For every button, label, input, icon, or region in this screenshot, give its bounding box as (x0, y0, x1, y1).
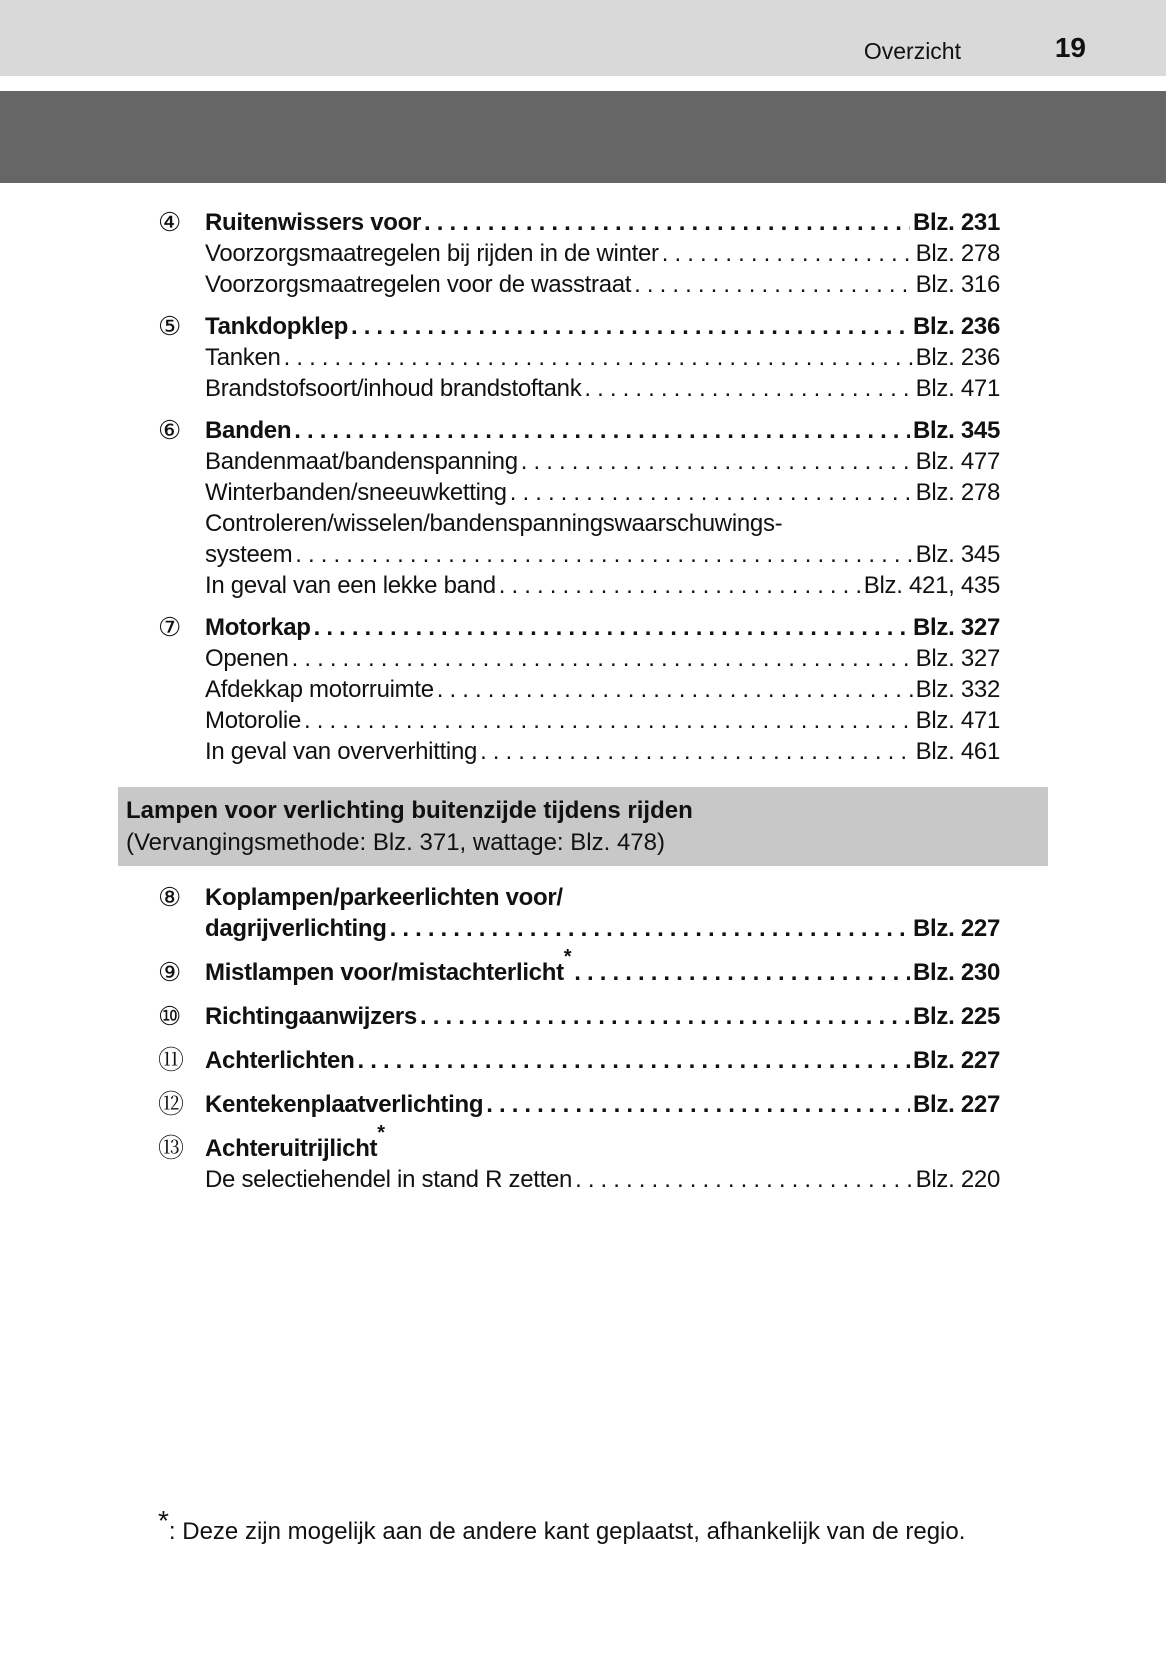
index-entry (158, 342, 1000, 373)
dot-leader (390, 913, 910, 944)
entry-group (158, 415, 1000, 601)
entry-label: Voorzorgsmaatregelen bij rijden in de winter (205, 240, 659, 267)
dot-leader (420, 1001, 910, 1032)
page-reference: Blz. 227 (913, 915, 1000, 942)
index-entry (158, 913, 1000, 944)
index-entry (158, 1164, 1000, 1195)
footnote-text: : Deze zijn mogelijk aan de andere kant geplaatst, afhankelijk van de regio. (168, 1518, 966, 1545)
callout-number: ⑨ (158, 957, 182, 987)
index-entry (158, 311, 1000, 342)
entry-label: Richtingaanwijzers (205, 1003, 417, 1030)
dot-leader (480, 736, 913, 767)
title-band (0, 91, 1166, 183)
dot-leader (499, 570, 861, 601)
page-reference: Blz. 461 (915, 738, 1000, 765)
entry-label: Bandenmaat/bandenspanning (205, 448, 518, 475)
entry-group (158, 207, 1000, 300)
dot-leader (304, 705, 913, 736)
page-reference: Blz. 227 (913, 1047, 1000, 1074)
footnote (158, 1505, 966, 1546)
index-entry (158, 477, 1000, 508)
entry-label: Mistlampen voor/mistachterlicht (205, 959, 564, 986)
page-reference: Blz. 327 (913, 614, 1000, 641)
dot-leader (295, 539, 912, 570)
entry-label: systeem (205, 541, 293, 568)
entry-label: Kentekenplaatverlichting (205, 1091, 484, 1118)
page-reference: Blz. 477 (915, 448, 1000, 475)
component-list (158, 207, 1000, 778)
dot-leader (351, 311, 910, 342)
dot-leader (314, 612, 910, 643)
dot-leader (486, 1089, 910, 1120)
entry-group (158, 946, 1000, 988)
section-title: Overzicht (863, 38, 961, 64)
index-entry (158, 238, 1000, 269)
index-entry (158, 446, 1000, 477)
lamps-section-box (118, 787, 1048, 866)
page-reference: Blz. 278 (915, 479, 1000, 506)
entry-label: Motorkap (205, 614, 311, 641)
dot-leader (662, 238, 913, 269)
entry-group (158, 612, 1000, 767)
lamps-section-subtitle: (Vervangingsmethode: Blz. 371, wattage: Blz. 478) (126, 829, 665, 856)
callout-number: ⑪ (158, 1045, 184, 1075)
dot-leader (284, 342, 913, 373)
page-number: 19 (1054, 32, 1086, 63)
entry-label: In geval van oververhitting (205, 738, 478, 765)
page-reference: Blz. 236 (915, 344, 1000, 371)
entry-label: Banden (205, 417, 292, 444)
page-reference: Blz. 327 (915, 645, 1000, 672)
page-reference: Blz. 471 (915, 375, 1000, 402)
index-entry (158, 269, 1000, 300)
entry-label: Voorzorgsmaatregelen voor de wasstraat (205, 271, 632, 298)
entry-label: Achteruitrijlicht (205, 1135, 378, 1162)
index-entry (158, 539, 1000, 570)
index-entry (158, 415, 1000, 446)
entry-group (158, 882, 1000, 944)
entry-label: Tanken (205, 344, 281, 371)
callout-number: ⑦ (158, 612, 182, 642)
entry-group (158, 1089, 1000, 1120)
lamps-list (158, 882, 1000, 1208)
index-entry (158, 570, 1000, 601)
dot-leader (574, 957, 910, 988)
entry-label: dagrijverlichting (205, 915, 387, 942)
dot-leader (294, 415, 910, 446)
callout-number: ④ (158, 207, 182, 237)
entry-group (158, 311, 1000, 404)
callout-number: ⑥ (158, 415, 182, 445)
dot-leader (521, 446, 913, 477)
entry-label: Koplampen/parkeerlichten voor/ (205, 884, 563, 911)
lamps-section-title: Lampen voor verlichting buitenzijde tijdens rijden (126, 797, 693, 824)
index-entry (158, 612, 1000, 643)
index-entry (158, 1001, 1000, 1032)
page-reference: Blz. 345 (915, 541, 1000, 568)
page-reference: Blz. 345 (913, 417, 1000, 444)
page-reference: Blz. 231 (913, 209, 1000, 236)
entry-label: Ruitenwissers voor (205, 209, 422, 236)
callout-number: ⑤ (158, 311, 182, 341)
entry-label: De selectiehendel in stand R zetten (205, 1166, 573, 1193)
index-entry (158, 946, 1000, 988)
dot-leader (510, 477, 913, 508)
index-entry (158, 1089, 1000, 1120)
header-band (0, 0, 1166, 76)
page-reference: Blz. 220 (915, 1166, 1000, 1193)
index-entry (158, 1122, 1000, 1164)
index-entry (158, 207, 1000, 238)
page-reference: Blz. 227 (913, 1091, 1000, 1118)
index-entry (158, 643, 1000, 674)
page-reference: Blz. 278 (915, 240, 1000, 267)
dot-leader (584, 373, 912, 404)
callout-number: ⑫ (158, 1089, 184, 1119)
page-reference: Blz. 230 (913, 959, 1000, 986)
entry-label: Afdekkap motorruimte (205, 676, 434, 703)
index-entry (158, 882, 1000, 913)
entry-label: Controleren/wisselen/bandenspanningswaarschuwings- (205, 510, 783, 537)
entry-label: Achterlichten (205, 1047, 355, 1074)
asterisk: * (377, 1122, 385, 1144)
entry-group (158, 1001, 1000, 1032)
footnote-star: * (158, 1505, 169, 1536)
page-reference: Blz. 421, 435 (863, 572, 1000, 599)
dot-leader (292, 643, 913, 674)
callout-number: ⑧ (158, 882, 182, 912)
index-entry (158, 508, 1000, 539)
dot-leader (424, 207, 910, 238)
dot-leader (634, 269, 913, 300)
entry-label: Winterbanden/sneeuwketting (205, 479, 507, 506)
entry-label: Tankdopklep (205, 313, 348, 340)
dot-leader (437, 674, 913, 705)
page-reference: Blz. 471 (915, 707, 1000, 734)
index-entry (158, 736, 1000, 767)
index-entry (158, 674, 1000, 705)
entry-group (158, 1122, 1000, 1195)
entry-label: Motorolie (205, 707, 302, 734)
index-entry (158, 705, 1000, 736)
asterisk: * (563, 946, 572, 968)
entry-label: Openen (205, 645, 289, 672)
entry-group (158, 1045, 1000, 1076)
callout-number: ⑬ (158, 1133, 184, 1163)
entry-label: In geval van een lekke band (205, 572, 496, 599)
dot-leader (575, 1164, 913, 1195)
page-reference: Blz. 236 (913, 313, 1000, 340)
callout-number: ⑩ (158, 1001, 182, 1031)
dot-leader (357, 1045, 910, 1076)
index-entry (158, 1045, 1000, 1076)
page-reference: Blz. 316 (915, 271, 1000, 298)
index-entry (158, 373, 1000, 404)
page-reference: Blz. 225 (913, 1003, 1000, 1030)
page-reference: Blz. 332 (915, 676, 1000, 703)
entry-label: Brandstofsoort/inhoud brandstoftank (205, 375, 582, 402)
